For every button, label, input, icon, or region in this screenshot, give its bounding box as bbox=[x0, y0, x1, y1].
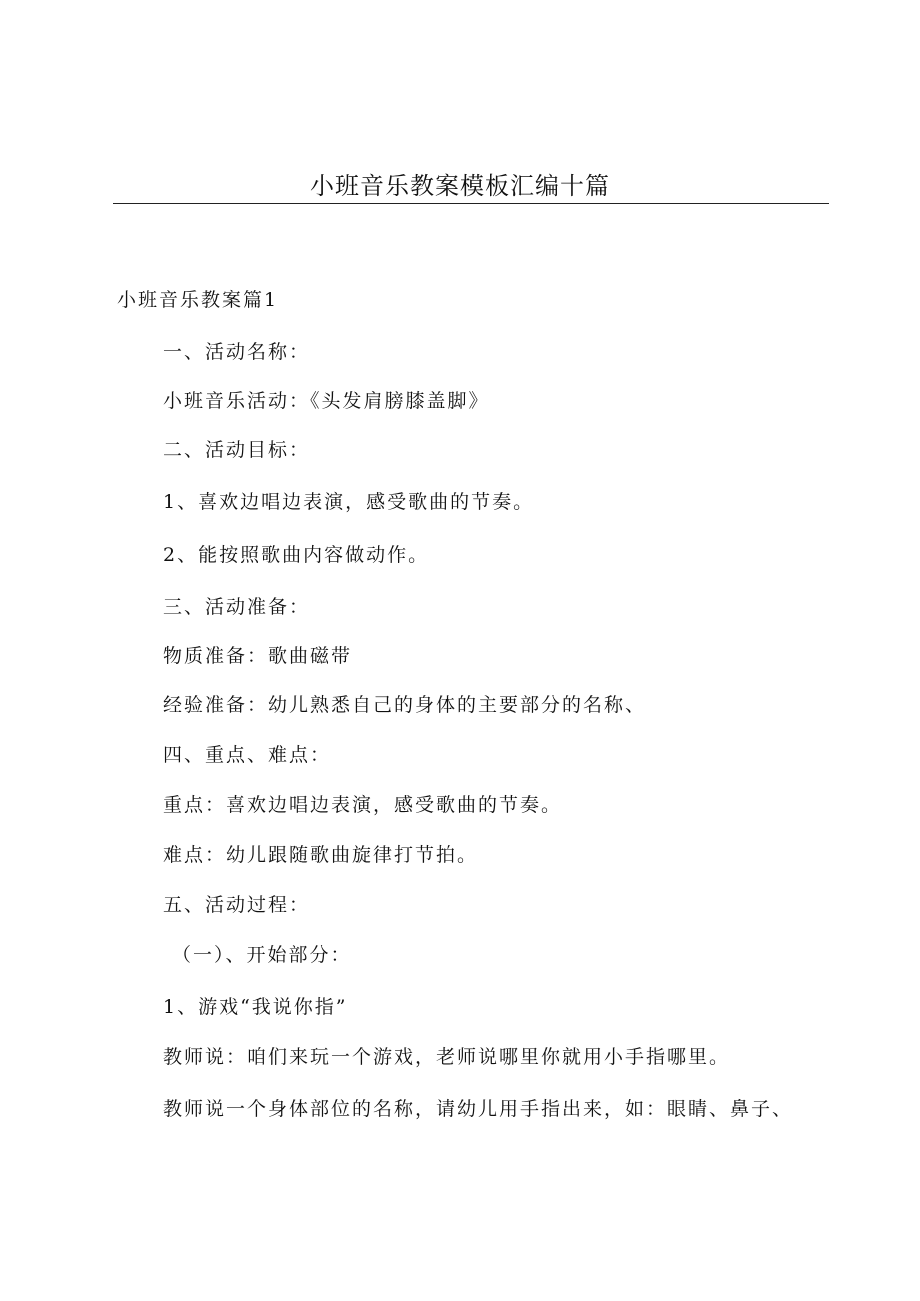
document-title: 小班音乐教案模板汇编十篇 bbox=[310, 172, 610, 200]
activity-preparation-heading: 三、活动准备： bbox=[163, 596, 311, 618]
key-points-heading: 四、重点、难点： bbox=[163, 744, 332, 766]
paragraph-line: 经验准备：幼儿熟悉自己的身体的主要部分的名称、 bbox=[163, 694, 647, 716]
paragraph-line: 物质准备：歌曲磁带 bbox=[163, 645, 353, 667]
paragraph-line: 小班音乐活动：《头发肩膀膝盖脚》 bbox=[163, 390, 490, 412]
paragraph-line: 难点：幼儿跟随歌曲旋律打节拍。 bbox=[163, 844, 479, 866]
paragraph-line: 1、喜欢边唱边表演，感受歌曲的节奏。 bbox=[163, 491, 535, 513]
paragraph-line: 重点：喜欢边唱边表演，感受歌曲的节奏。 bbox=[163, 794, 563, 816]
activity-goals-heading: 二、活动目标： bbox=[163, 439, 311, 461]
paragraph-line: 1、游戏“我说你指” bbox=[163, 996, 348, 1018]
title-underline bbox=[113, 203, 829, 204]
paragraph-line: 教师说一个身体部位的名称，请幼儿用手指出来，如：眼睛、鼻子、 bbox=[163, 1098, 794, 1120]
subsection-heading: （一）、开始部分： bbox=[172, 944, 352, 966]
section-heading: 小班音乐教案篇1 bbox=[117, 289, 279, 311]
activity-name-heading: 一、活动名称： bbox=[163, 341, 311, 363]
paragraph-line: 教师说：咱们来玩一个游戏，老师说哪里你就用小手指哪里。 bbox=[163, 1046, 731, 1068]
activity-process-heading: 五、活动过程： bbox=[163, 894, 311, 916]
paragraph-line: 2、能按照歌曲内容做动作。 bbox=[163, 544, 430, 566]
